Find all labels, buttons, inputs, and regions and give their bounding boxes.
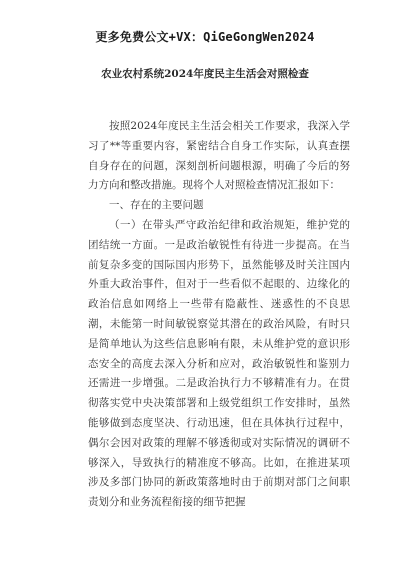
section-heading: 一、存在的主要问题 <box>109 199 204 212</box>
document-title: 农业农村系统2024年度民主生活会对照检查 <box>101 68 309 80</box>
intro-paragraph: 按照2024年度民主生活会相关工作要求，我深入学习了**等重要内容，紧密结合自身工作实际，认真查摆自身存在的问题，深刻剖析问题根源，明确了今后的努力方向和整改措施。现将个人对照检查情况汇报如下： <box>88 120 350 192</box>
body-paragraph: （一）在带头严守政治纪律和政治规矩，维护党的团结统一方面。一是政治敏锐性有待进一步提高。在当前复杂多变的国际国内形势下，虽然能够及时关注国内外重大政治事件，但对于一些看似不起眼的、边缘化的政治信息如网络上一些带有隐蔽性、迷惑性的不良思潮，未能第一时间敏锐察觉其潜在的政治风险，有时只是简单地认为这些信息影响有限，未从维护党的意识形态安全的高度去深入分析和应对，政治敏锐性和鉴别力还需进一步增强。二是政治执行力不够精准有力。在贯彻落实党中央决策部署和上级党组织工作安排时，虽然能够做到态度坚决、行动迅速，但在具体执行过程中，偶尔会因对政策的理解不够透彻或对实际情况的调研不够深入，导致执行的精准度不够高。比如，在推进某项涉及多部门协同的新政策落地时由于前期对部门之间职责划分和业务流程衔接的细节把握 <box>88 218 350 509</box>
promo-banner: 更多免费公文+VX：QiGeGongWen2024 <box>95 30 315 44</box>
document-body <box>88 117 350 513</box>
